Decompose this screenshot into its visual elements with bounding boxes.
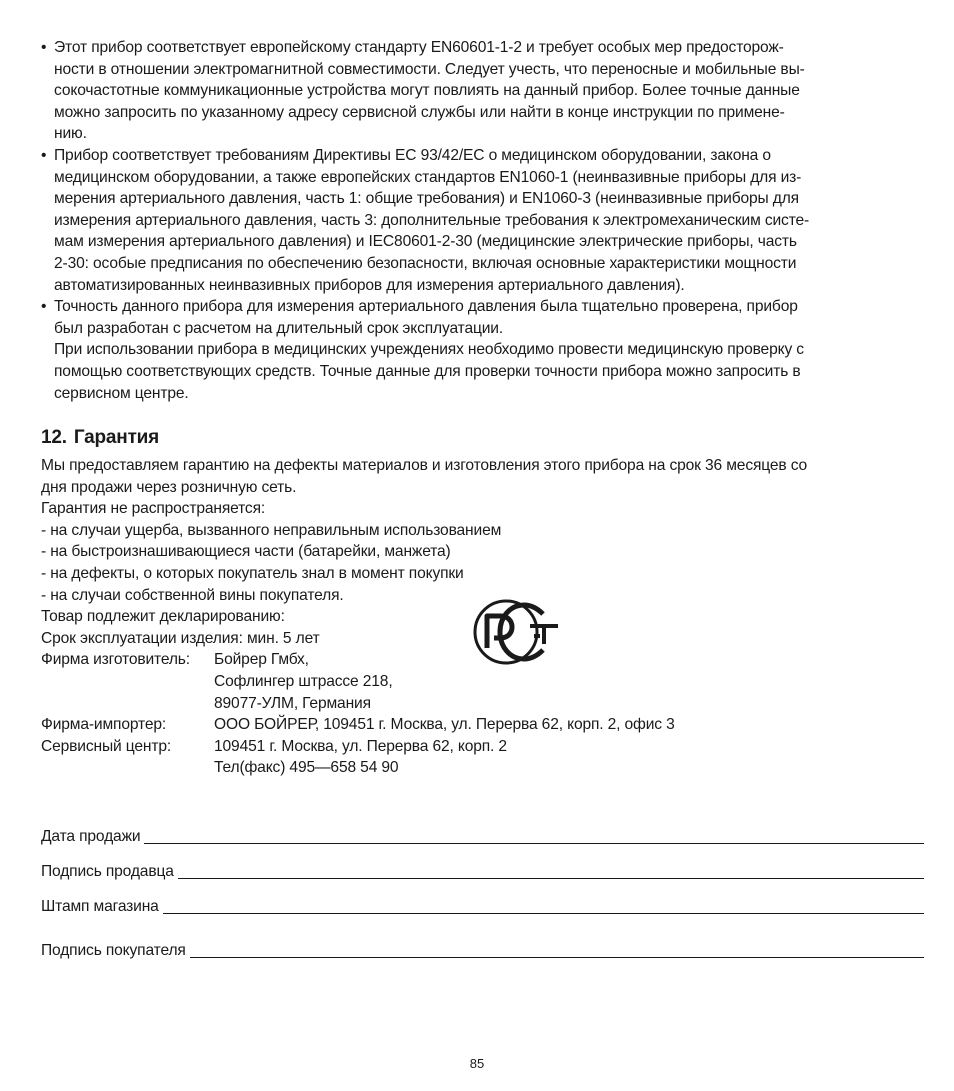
not-covered-title: Гарантия не распространяется: [41, 500, 266, 518]
buyer-signature-line[interactable] [190, 957, 924, 958]
section-number: 12. [41, 427, 67, 448]
service-center-row [41, 736, 931, 779]
declaration-text: Товар подлежит декларированию: [41, 608, 285, 626]
exclusion-item: - на случаи ущерба, вызванного неправильным использованием [41, 521, 502, 539]
seller-signature-field[interactable] [41, 847, 924, 882]
exclusion-item: - на случаи собственной вины покупателя. [41, 586, 344, 604]
service-center-value: 109451 г. Москва, ул. Перерва 62, корп. 2 Тел(факс) 495—658 54 90 [214, 737, 507, 777]
page-number: 85 [469, 1056, 485, 1071]
bullet-icon: • [41, 146, 47, 164]
buyer-signature-label: Подпись покупателя [41, 942, 186, 959]
exclusion-item: - на дефекты, о которых покупатель знал в момент покупки [41, 564, 464, 582]
bullet-item [41, 296, 921, 404]
section-title: Гарантия [73, 427, 160, 448]
company-info [41, 649, 931, 779]
bullet-item [41, 37, 921, 145]
warranty-intro: Мы предоставляем гарантию на дефекты материалов и изготовления этого прибора на срок 36 месяцев со дня продажи через розничную сеть. [41, 457, 808, 496]
sale-date-field[interactable] [41, 812, 924, 847]
importer-label: Фирма-импортер: [41, 716, 167, 734]
sale-date-line[interactable] [144, 843, 924, 844]
buyer-signature-field[interactable] [41, 917, 924, 961]
bullet-item [41, 145, 921, 296]
store-stamp-label: Штамп магазина [41, 898, 159, 915]
importer-value: ООО БОЙРЕР, 109451 г. Москва, ул. Перерва 62, корп. 2, офис 3 [214, 716, 675, 734]
bullet-icon: • [41, 298, 47, 316]
service-life-text: Срок эксплуатации изделия: мин. 5 лет [41, 629, 320, 647]
rst-certification-mark-icon [470, 596, 562, 668]
exclusion-item: - на быстроизнашивающиеся части (батарейки, манжета) [41, 543, 451, 561]
seller-signature-label: Подпись продавца [41, 863, 174, 880]
bullet-text: Прибор соответствует требованиям Директивы ЕС 93/42/ЕС о медицинском оборудовании, закона о медицинском оборудовании, а также европейских стандартов EN1060-1 (неинвазивные приборы для из- мерения артериального давления, часть 1: общие требования) и EN1060-3 (неинвазивные приборы для измерения артериального давления, часть 3: дополнительные требования к электромеханическим систе- мам измерения артериального давления) и IEC80601-2-30 (медицинские электрические приборы, часть 2-30: особые предписания по обеспечению безопасности, включая основные характеристики мощности автоматизированных неинвазивных приборов для измерения артериального давления). [54, 146, 810, 294]
manufacturer-label: Фирма изготовитель: [41, 651, 190, 669]
store-stamp-field[interactable] [41, 882, 924, 917]
bullet-text: Этот прибор соответствует европейскому стандарту EN60601-1-2 и требует особых мер предосторож- ности в отношении электромагнитной совместимости. Следует учесть, что переносные и мобильные вы- сокочастотные коммуникационные устройства могут повлиять на данный прибор. Более точные данные можно запросить по указанному адресу сервисной службы или найти в конце инструкции по примене- нию. [54, 39, 805, 143]
bullet-text: Точность данного прибора для измерения артериального давления была тщательно проверена, прибор был разработан с расчетом на длительный срок эксплуатации. При использовании прибора в медицинских учреждениях необходимо провести медицинскую проверку с помощью соответствующих средств. Точные данные для проверки точности прибора можно запросить в сервисном центре. [54, 298, 804, 402]
service-center-label: Сервисный центр: [41, 737, 172, 755]
sale-date-label: Дата продажи [41, 828, 141, 845]
section-heading [41, 427, 159, 449]
store-stamp-line[interactable] [163, 913, 924, 914]
importer-row [41, 714, 931, 736]
seller-signature-line[interactable] [178, 878, 924, 879]
bullet-icon: • [41, 39, 47, 56]
compliance-bullet-list [41, 37, 921, 404]
manufacturer-value: Бойрер Гмбх, Софлингер штрассе 218, 89077-УЛМ, Германия [214, 651, 393, 712]
signature-fields [41, 812, 924, 961]
